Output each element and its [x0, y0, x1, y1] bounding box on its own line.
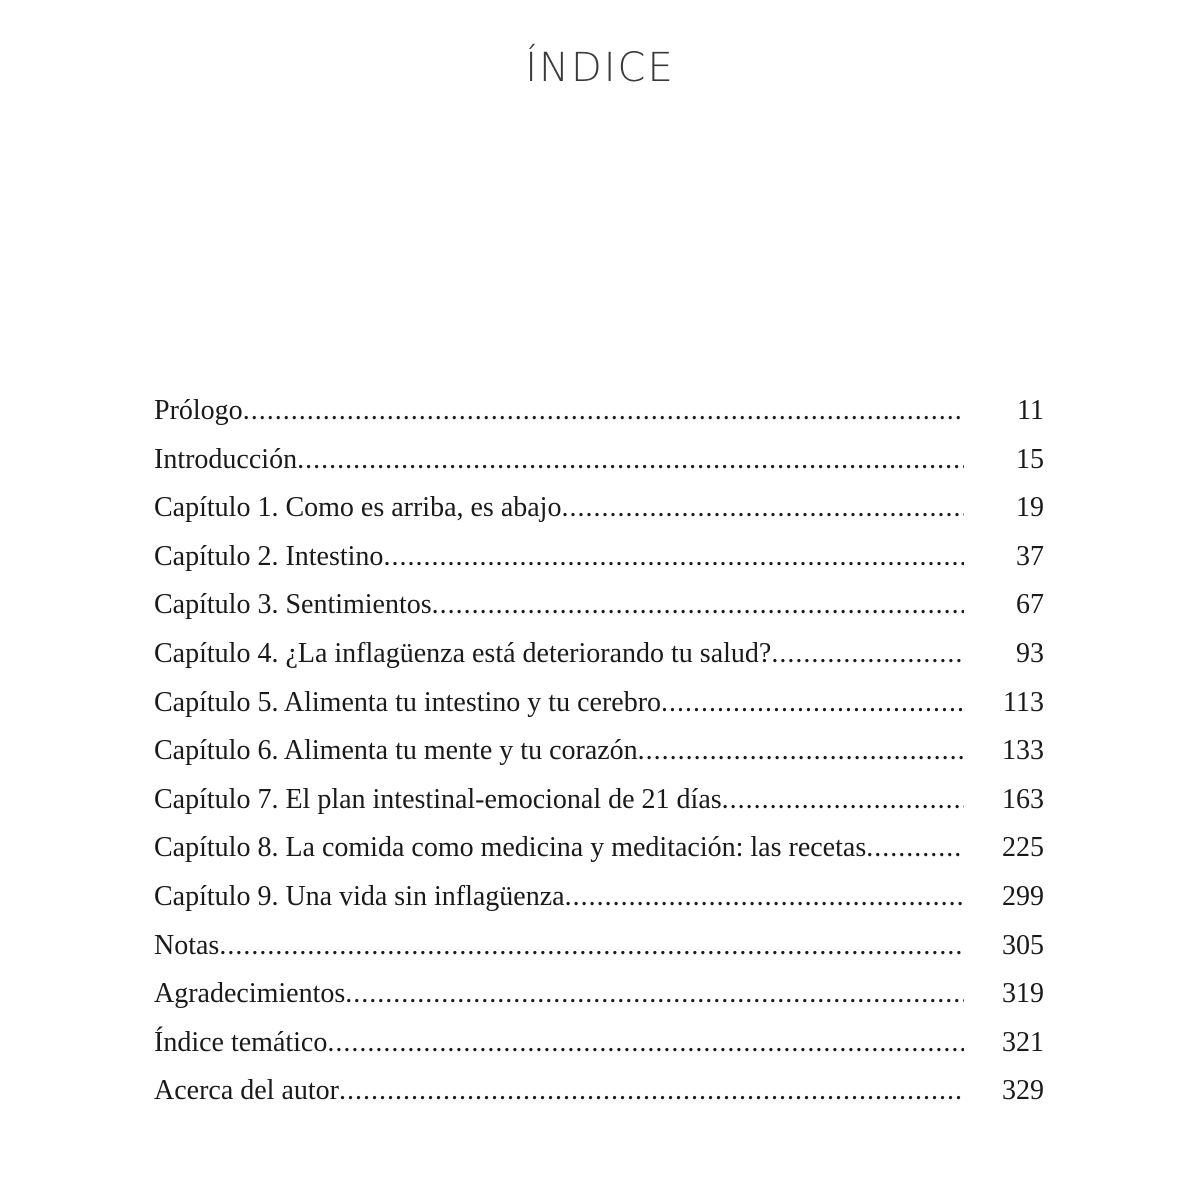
toc-page-number: 11 — [1017, 395, 1044, 426]
toc-dot-leader — [565, 873, 964, 922]
toc-page-number: 299 — [1002, 880, 1044, 912]
toc-entry — [154, 387, 1044, 436]
toc-entry — [154, 581, 1044, 630]
toc-entry — [154, 970, 1044, 1019]
toc-entry-label: Acerca del autor — [154, 1075, 339, 1107]
toc-page-number: 15 — [1016, 443, 1044, 475]
toc-entry-label: Índice temático — [154, 1026, 328, 1058]
toc-entry-label: Capítulo 1. Como es arriba, es abajo — [154, 492, 562, 524]
toc-dot-leader — [219, 922, 964, 971]
toc-entry-label: Capítulo 5. Alimenta tu intestino y tu cerebro — [154, 686, 662, 718]
toc-entry — [154, 679, 1044, 728]
toc-dot-leader — [561, 484, 964, 533]
toc-entry-label: Agradecimientos — [154, 978, 346, 1010]
table-of-contents — [154, 387, 1044, 1116]
toc-dot-leader — [866, 824, 964, 873]
toc-entry — [154, 824, 1044, 873]
toc-page-number: 321 — [1002, 1026, 1044, 1058]
toc-entry — [154, 1067, 1044, 1116]
toc-dot-leader — [638, 727, 964, 776]
toc-dot-leader — [339, 1067, 964, 1116]
toc-dot-leader — [297, 436, 964, 485]
toc-dot-leader — [327, 1019, 964, 1068]
toc-entry — [154, 436, 1044, 485]
toc-dot-leader — [722, 776, 964, 825]
toc-dot-leader — [345, 970, 964, 1019]
toc-entry-label: Capítulo 3. Sentimientos — [154, 589, 432, 621]
toc-page-number: 163 — [1002, 783, 1044, 815]
toc-page-number: 305 — [1002, 929, 1044, 961]
toc-entry-label: Introducción — [154, 443, 298, 475]
toc-entry-label: Capítulo 9. Una vida sin inflagüenza — [154, 880, 565, 912]
toc-entry — [154, 630, 1044, 679]
toc-entry — [154, 1019, 1044, 1068]
toc-page-number: 67 — [1016, 589, 1044, 621]
toc-page-number: 133 — [1002, 735, 1044, 767]
toc-dot-leader — [661, 679, 964, 728]
toc-entry — [154, 484, 1044, 533]
toc-entry — [154, 727, 1044, 776]
toc-entry-label: Capítulo 4. ¿La inflagüenza está deteriorando tu salud? — [154, 637, 772, 669]
toc-entry-label: Capítulo 7. El plan intestinal-emocional de 21 días — [154, 783, 722, 815]
toc-entry-label: Capítulo 2. Intestino — [154, 540, 384, 572]
toc-entry-label: Prólogo — [154, 395, 243, 426]
toc-page-number: 19 — [1016, 492, 1044, 524]
toc-entry-label: Notas — [154, 929, 220, 961]
toc-dot-leader — [243, 387, 964, 436]
toc-entry — [154, 922, 1044, 971]
toc-entry-label: Capítulo 8. La comida como medicina y meditación: las recetas — [154, 832, 867, 864]
toc-entry — [154, 873, 1044, 922]
toc-dot-leader — [432, 581, 964, 630]
page-title: ÍNDICE — [525, 45, 675, 91]
toc-page-number: 93 — [1016, 637, 1044, 669]
toc-entry — [154, 533, 1044, 582]
toc-entry-label: Capítulo 6. Alimenta tu mente y tu corazón — [154, 735, 638, 767]
toc-page-number: 225 — [1002, 832, 1044, 864]
toc-page-number: 319 — [1002, 978, 1044, 1010]
toc-page-number: 37 — [1016, 540, 1044, 572]
toc-entry — [154, 776, 1044, 825]
toc-page-number: 329 — [1002, 1075, 1044, 1107]
toc-page-number: 113 — [1003, 686, 1044, 718]
toc-dot-leader — [383, 533, 964, 582]
toc-dot-leader — [771, 630, 964, 679]
